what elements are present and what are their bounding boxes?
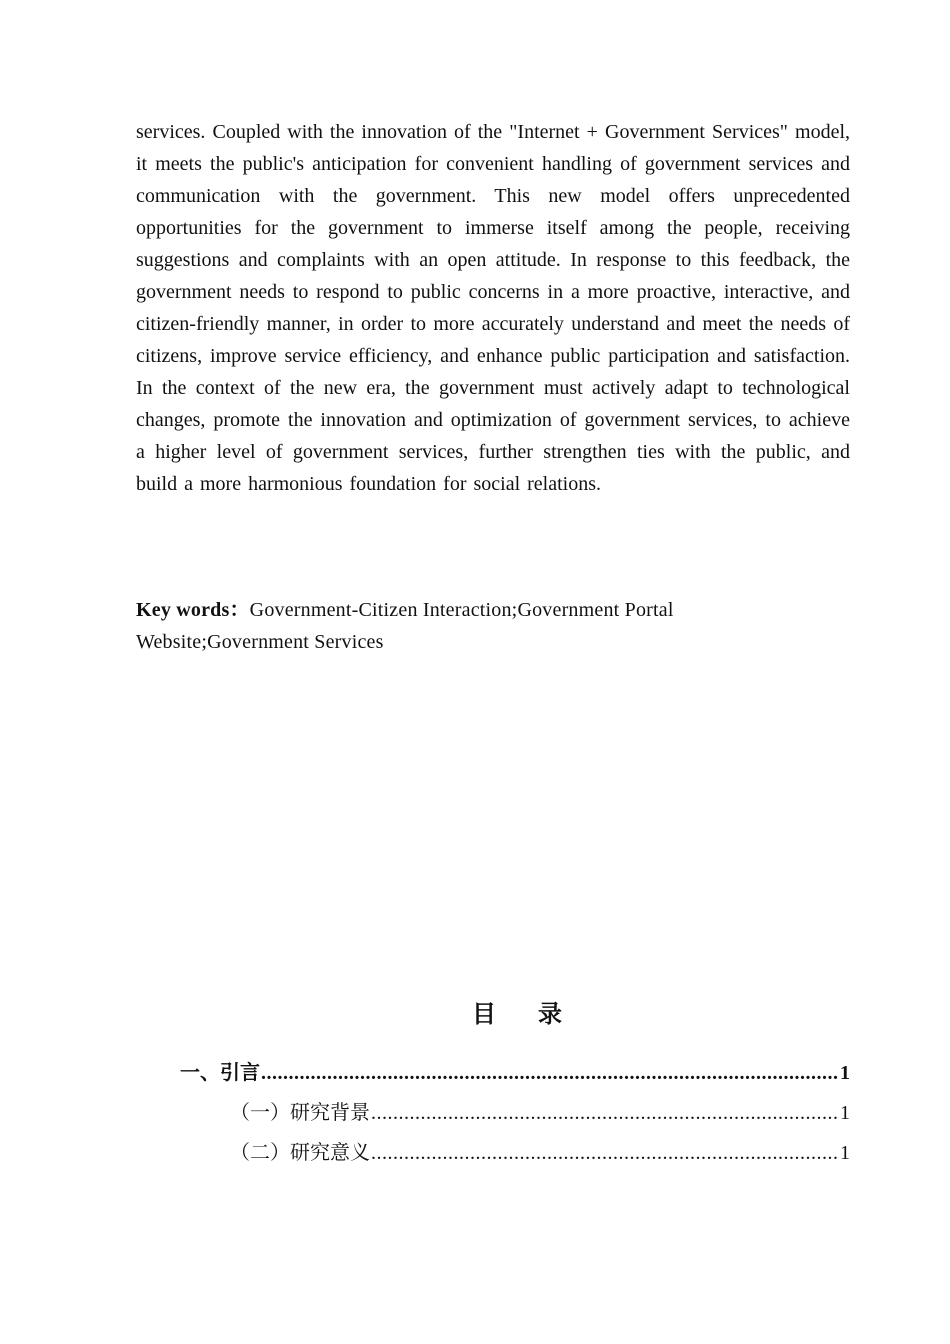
toc-title: 目录 [472,1000,604,1028]
toc-entry-text: （二）研究意义 [230,1140,370,1164]
abstract-paragraph: services. Coupled with the innovation of the "Internet + Government Services" model, it meets the public's anticipation for convenient handling of government services and communication with the government. This new model offers unprecedented opportunities for the government to immerse itself among the people, receiving suggestions and complaints with an open attitude. In response to this feedback, the government needs to respond to public concerns in a more proactive, interactive, and citizen-friendly manner, in order to more accurately understand and meet the needs of citizens, improve service efficiency, and enhance public participation and satisfaction. In the context of the new era, the government must actively adapt to technological changes, promote the innovation and optimization of government services, to achieve a higher level of government services, further strengthen ties with the public, and build a more harmonious foundation for social relations. [136,121,850,495]
keywords-value: Government-Citizen Interaction;Government Portal Website;Government Services [136,599,674,653]
toc-entry-text: （一）研究背景 [230,1100,370,1124]
toc-entry-research-significance[interactable] [180,1136,850,1176]
table-of-contents [180,1056,850,1176]
toc-entry-introduction[interactable] [180,1056,850,1096]
toc-page-number: 1 [840,1062,850,1084]
toc-entry-research-background[interactable] [180,1096,850,1136]
keywords-label: Key words： [136,599,250,621]
toc-leader-dots [261,1057,839,1089]
toc-entry-text: 一、引言 [180,1060,260,1084]
toc-leader-dots [371,1137,839,1169]
toc-page-number: 1 [840,1102,850,1124]
keywords-line [136,594,850,658]
toc-leader-dots [371,1097,839,1129]
toc-page-number: 1 [840,1142,850,1164]
